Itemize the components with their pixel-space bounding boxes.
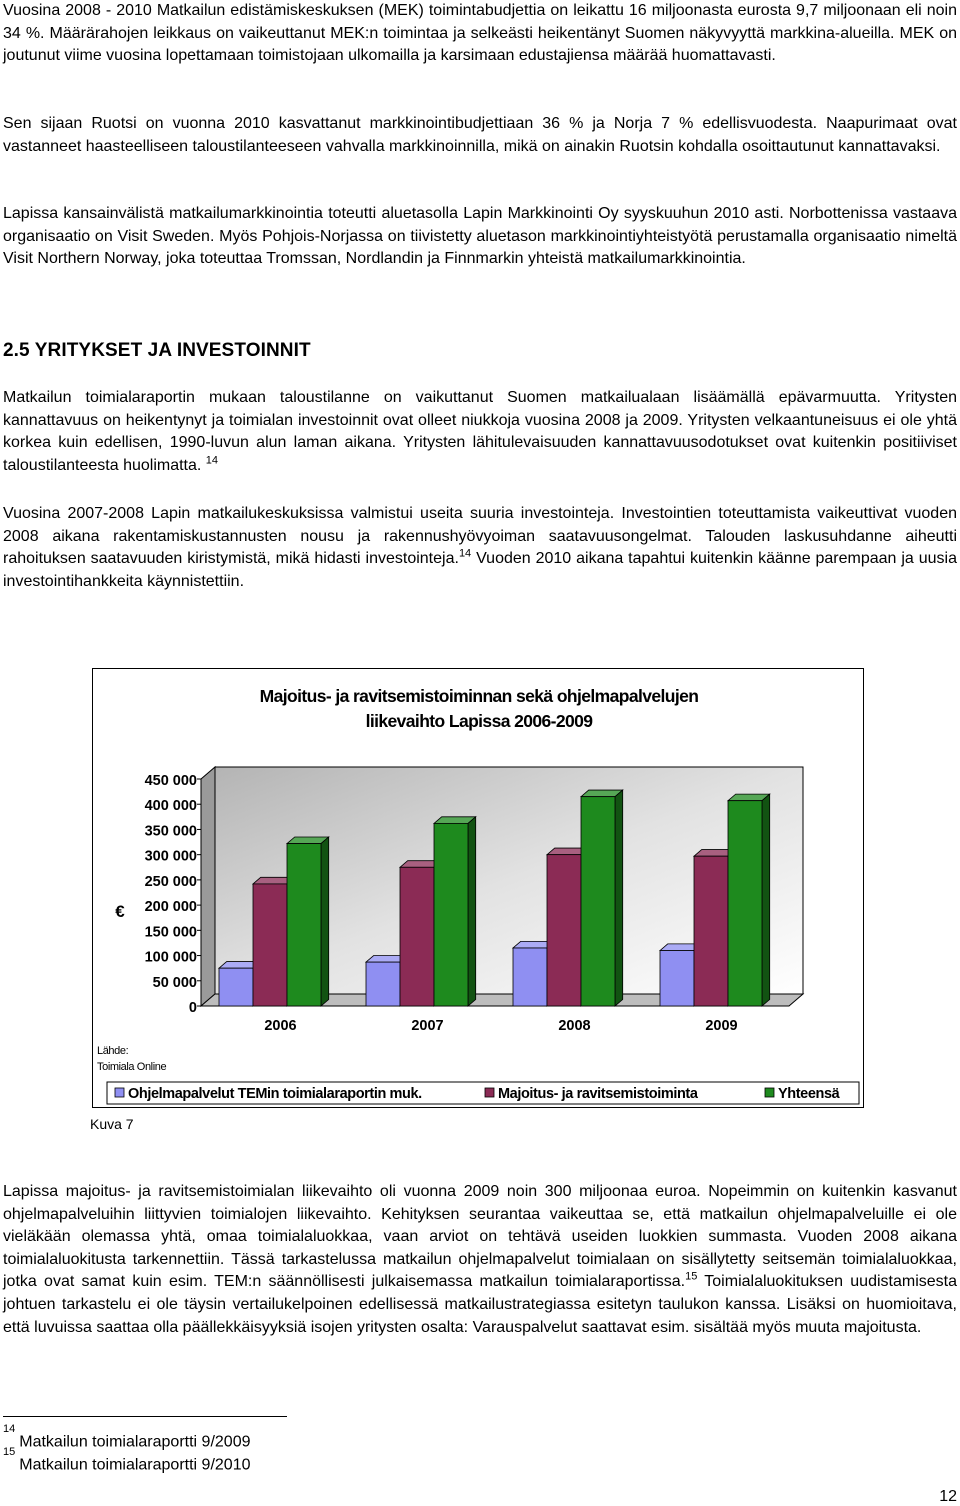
y-tick-label: 350 000 (144, 823, 197, 840)
bar (253, 884, 287, 1006)
paragraph-text: Toimialaluokituksen uudistamisesta johtuen tarkastelu ei ole täysin vertailukelpoinen edellisessä matkailustrategiassa esitetyn taulukon kanssa. Lisäksi on huomioitava, että luvuissa saattaa olla päällekkäisyyksiä isojen yritysten osalta: Varauspalvelut saattavat esim. sisältää myös muuta majoitusta. (3, 1273, 957, 1336)
legend-swatch (485, 1088, 494, 1097)
section-heading: 2.5 YRITYKSET JA INVESTOINNIT (3, 340, 311, 361)
footnote-separator (3, 1416, 287, 1417)
bar (694, 856, 728, 1006)
bar-side (762, 794, 770, 1006)
y-tick-label: 0 (188, 1000, 197, 1016)
page-number: 12 (939, 1488, 957, 1505)
x-tick-label: 2009 (705, 1018, 738, 1034)
source-label-line-1: Lähde: (97, 1045, 129, 1057)
bar-side (468, 817, 476, 1006)
bar-side (321, 837, 329, 1006)
bar (287, 844, 321, 1006)
paragraph-revenue (3, 1181, 957, 1339)
chart-title-line-2: liikevaihto Lapissa 2006-2009 (365, 711, 593, 731)
footnote-14 (3, 1423, 251, 1452)
paragraph-text: Vuosina 2007-2008 Lapin matkailukeskuksissa valmistui useita suuria investointeja. Investointien toteuttamista vaikeuttivat vuoden 2008 aikana rakentamiskustannusten nousu ja rakennushyövyoiman saatavuusongelmat. Talouden laskusuhdanne aiheutti rahoituksen saatavuuden kiristymistä, mikä hidasti investointeja. (3, 505, 957, 568)
paragraph-investments (3, 503, 957, 593)
footnote-text: Matkailun toimialaraportti 9/2010 (19, 1456, 251, 1474)
bar (434, 823, 468, 1006)
paragraph-mek-budget: Vuosina 2008 - 2010 Matkailun edistämiskeskuksen (MEK) toimintabudjettia on leikattu 16 miljoonasta eurosta 9,7 miljoonaan eli noin 34 %. Määrärahojen leikkaus on vaikeuttanut MEK:n toimintaa ja selkeästi heikentänyt Suomen näkyvyyttä markkina-alueilla. MEK on joutunut viime vuosina lopettamaan toimistojaan ulkomailla ja karsimaan edustajiensa määrää huomattavasti. (3, 2, 957, 65)
bar (400, 867, 434, 1006)
revenue-chart (92, 668, 864, 1108)
y-tick-label: 300 000 (144, 848, 197, 865)
bar (728, 801, 762, 1006)
legend-label: Ohjelmapalvelut TEMin toimialaraportin muk. (128, 1086, 422, 1102)
chart-side-wall (201, 767, 215, 1006)
figure-caption: Kuva 7 (90, 1116, 134, 1132)
legend-swatch (765, 1088, 774, 1097)
x-tick-label: 2006 (264, 1018, 297, 1034)
paragraph-text: Lapissa majoitus- ja ravitsemistoimialan liikevaihto oli vuonna 2009 noin 300 miljoonaa euroa. Nopeimmin on kuitenkin kasvanut ohjelmapalveluihin liittyvien toimialojen liikevaihto. Kehityksen seurantaa vaikeuttaa se, että matkailun ohjelmapalveluille ei ole vieläkään olemassa yhtä, omaa toimialaluokkaa, vaan arviot on tehtävä useiden luokkien summasta. Vuoden 2008 aikana toimialaluokitusta tarkennettiin. Tässä tarkastelussa matkailun ohjelmapalvelut toimialaan on sisällytetty seitsemän toimialaluokkaa, jotka ovat samat kuin esim. TEM:n säännöllisesti julkaisemassa matkailun toimialaraportissa. (3, 1183, 957, 1291)
footnote-15 (3, 1446, 251, 1475)
paragraph-industry-report (3, 387, 957, 477)
footnote-number: 14 (3, 1423, 16, 1435)
y-tick-label: 450 000 (144, 773, 197, 789)
bar (219, 968, 253, 1006)
footnote-ref: 14 (458, 547, 472, 560)
bar (366, 962, 400, 1006)
chart-canvas (93, 669, 865, 1109)
paragraph-text: Matkailun toimialaraportin mukaan taloustilanne on vaikuttanut Suomen matkailualaan lisäämällä epävarmuutta. Yritysten kannattavuus on heikentynyt ja toimialan investoinnit ovat olleet niukkoja vuosina 2008 ja 2009. Yritysten velkaantuneisuus ei ole yhtä korkea kuin edellisen, 1990-luvun alun laman aikana. Yritysten lähitulevaisuuden kannattavuusodotukset ovat kuitenkin positiiviset taloustilanteesta huolimatta. (3, 389, 957, 474)
bar (581, 797, 615, 1006)
x-tick-label: 2008 (558, 1018, 591, 1034)
y-axis-label: € (115, 902, 125, 921)
plot-area (145, 767, 803, 1034)
chart-title-line-1: Majoitus- ja ravitsemistoiminnan sekä ohjelmapalvelujen (259, 686, 699, 706)
y-tick-label: 100 000 (144, 949, 197, 966)
legend-swatch (115, 1088, 124, 1097)
paragraph-text: Vuoden 2010 aikana tapahtui kuitenkin käänne parempaan ja uusia investointihankkeita käynnistettiin. (3, 550, 958, 590)
legend-label: Majoitus- ja ravitsemistoiminta (498, 1086, 698, 1102)
bar (513, 948, 547, 1006)
footnote-ref: 14 (205, 454, 219, 467)
y-tick-label: 50 000 (152, 974, 197, 991)
footnote-ref: 15 (685, 1271, 698, 1284)
bar (547, 855, 581, 1006)
legend-label: Yhteensä (778, 1086, 840, 1102)
x-tick-label: 2007 (411, 1018, 444, 1034)
y-tick-label: 200 000 (144, 899, 197, 916)
y-tick-label: 250 000 (144, 873, 197, 890)
footnote-number: 15 (3, 1446, 16, 1458)
footnote-text: Matkailun toimialaraportti 9/2009 (19, 1433, 251, 1451)
source-label-line-2: Toimiala Online (97, 1061, 167, 1073)
bar-side (615, 790, 623, 1006)
paragraph-lapland-marketing: Lapissa kansainvälistä matkailumarkkinointia toteutti aluetasolla Lapin Markkinointi Oy syyskuuhun 2010 asti. Norbottenissa vastaava organisaatio on Visit Sweden. Myös Pohjois-Norjassa on tiivistetty aluetason markkinointiyhteistyötä perustamalla organisaatio nimeltä Visit Northern Norway, joka toteuttaa Tromssan, Nordlandin ja Finnmarkin yhteistä matkailumarkkinointia. (3, 205, 957, 268)
paragraph-sweden-norway: Sen sijaan Ruotsi on vuonna 2010 kasvattanut markkinointibudjettiaan 36 % ja Norja 7 % edellisvuodesta. Naapurimaat ovat vastanneet haasteelliseen taloustilanteeseen vahvalla markkinoinnilla, mikä on ainakin Ruotsin kohdalla osoittautunut kannattavaksi. (3, 115, 957, 155)
bar (660, 951, 694, 1006)
y-tick-label: 150 000 (144, 924, 197, 941)
y-tick-label: 400 000 (144, 798, 197, 815)
